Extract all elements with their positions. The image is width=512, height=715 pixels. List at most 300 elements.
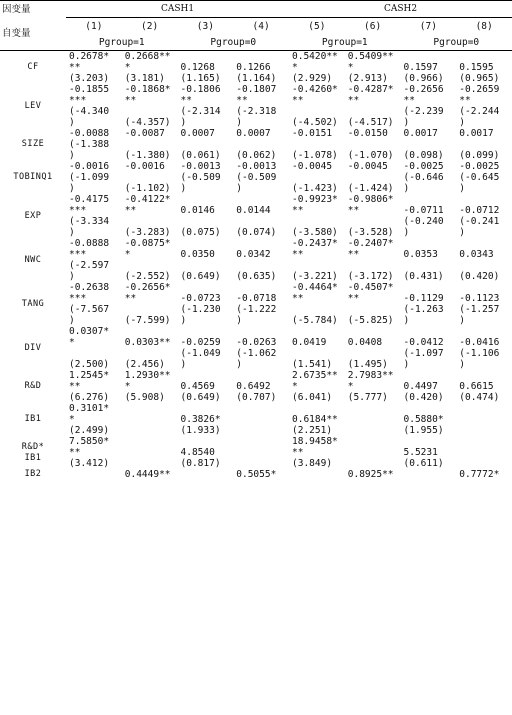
coefficient-cell	[122, 238, 178, 282]
cell-line: **	[403, 95, 415, 106]
cell-line	[459, 194, 512, 205]
cell-line: (0.474)	[459, 392, 500, 403]
cell-line: (1.541)	[292, 359, 333, 370]
cell-line: )	[180, 315, 187, 326]
cell-line: (1.495)	[347, 359, 388, 370]
coefficient-cell	[345, 282, 401, 326]
cell-line: 0.6492	[236, 381, 271, 392]
cell-line: (-4.502)	[292, 117, 338, 128]
cell-line: 1.2545*	[69, 370, 110, 381]
cell-line: **	[347, 95, 360, 106]
cell-line: 0.4449**	[124, 469, 171, 480]
coefficient-cell	[401, 436, 457, 469]
cell-line: 0.0017	[403, 128, 438, 139]
cell-line: **	[124, 95, 137, 106]
pgroup-label: Pgroup=1	[289, 34, 401, 51]
cell-line: -0.1123	[459, 293, 500, 304]
cell-line: **	[292, 249, 304, 260]
cell-line: -0.4464*	[292, 282, 338, 293]
cell-line	[181, 238, 234, 249]
coefficient-cell	[345, 84, 401, 128]
coefficient-cell	[345, 194, 401, 238]
cell-line: (-1.062	[236, 348, 277, 359]
cell-line: (-1.424)	[347, 183, 394, 194]
coefficient-cell	[122, 84, 178, 128]
cell-line	[69, 469, 122, 480]
cell-line: (0.966)	[403, 73, 444, 84]
cell-line: 0.2668**	[124, 51, 171, 62]
cell-line: -0.2437*	[292, 238, 338, 249]
coefficient-cell	[401, 469, 457, 480]
cell-line	[404, 403, 457, 414]
coefficient-cell	[233, 84, 289, 128]
table-body	[0, 51, 512, 481]
coefficient-cell	[456, 370, 512, 403]
coefficient-cell	[289, 238, 345, 282]
cell-line: 0.0353	[403, 249, 438, 260]
cell-line: -0.0045	[347, 161, 388, 172]
cell-line	[236, 260, 289, 271]
col-number: (4)	[252, 20, 270, 32]
coefficient-cell	[178, 238, 234, 282]
cell-line: -0.1807	[236, 84, 277, 95]
cell-line: 7.5850*	[69, 436, 110, 447]
col-number: (1)	[85, 20, 103, 32]
coefficient-cell	[345, 161, 401, 194]
coefficient-cell	[401, 403, 457, 436]
coefficient-cell	[66, 238, 122, 282]
coefficient-cell	[233, 282, 289, 326]
table-row	[0, 194, 512, 238]
cell-line: ***	[69, 293, 87, 304]
cell-line: (-0.509	[236, 172, 277, 183]
cell-line: -0.0412	[403, 337, 444, 348]
cell-line: (-1.423)	[292, 183, 338, 194]
coefficient-cell	[401, 238, 457, 282]
cell-line: **	[459, 95, 471, 106]
coefficient-cell	[66, 403, 122, 436]
coefficient-cell	[122, 469, 178, 480]
cell-line: -0.2656*	[124, 282, 171, 293]
cell-line: -0.1868*	[124, 84, 171, 95]
cell-line: )	[236, 117, 242, 128]
cell-line: 0.0007	[180, 128, 215, 139]
cell-line: (6.041)	[292, 392, 333, 403]
cell-line: *	[347, 381, 354, 392]
coefficient-cell	[178, 161, 234, 194]
cell-line: (0.420)	[459, 271, 500, 282]
cell-line	[404, 469, 457, 480]
coefficient-cell	[345, 51, 401, 85]
coefficient-cell	[178, 436, 234, 469]
cell-line: -0.1806	[180, 84, 221, 95]
coefficient-cell	[233, 403, 289, 436]
cell-line: (0.099)	[459, 150, 500, 161]
cell-line: (-4.357)	[124, 117, 171, 128]
cell-line: -0.4507*	[347, 282, 394, 293]
cell-line: )	[459, 315, 465, 326]
coefficient-cell	[456, 469, 512, 480]
cell-line	[404, 51, 457, 62]
cell-line: (-1.257	[459, 304, 500, 315]
variable-name: LEV	[24, 100, 42, 111]
cell-line: (3.849)	[292, 458, 333, 469]
coefficient-cell	[233, 370, 289, 403]
cell-line: -0.4287*	[347, 84, 394, 95]
coefficient-cell	[289, 128, 345, 161]
cell-line: 0.5055*	[236, 469, 277, 480]
cell-line: (-1.106	[459, 348, 500, 359]
cell-line	[236, 458, 289, 469]
cell-line	[404, 260, 457, 271]
cell-line	[236, 51, 289, 62]
cell-line	[236, 194, 289, 205]
cell-line: 0.1266	[236, 62, 271, 73]
cell-line: )	[69, 117, 75, 128]
cell-line	[236, 238, 289, 249]
cell-line: **	[347, 293, 360, 304]
coefficient-cell	[233, 128, 289, 161]
cell-line: (0.817)	[180, 458, 221, 469]
cell-line: (0.707)	[236, 392, 277, 403]
coefficient-cell	[66, 326, 122, 370]
cell-line: (-2.597	[69, 260, 110, 271]
table-row	[0, 161, 512, 194]
coefficient-cell	[233, 469, 289, 480]
cell-line	[404, 370, 457, 381]
table-row	[0, 436, 512, 469]
cell-line	[125, 260, 178, 271]
cell-line	[125, 436, 178, 447]
cell-line	[236, 326, 289, 337]
cell-line: (-1.263	[403, 304, 444, 315]
variable-name: EXP	[24, 210, 42, 221]
cell-line	[292, 172, 345, 183]
cell-line: -0.2638	[69, 282, 110, 293]
coefficient-cell	[401, 84, 457, 128]
coefficient-cell	[122, 370, 178, 403]
cell-line: (0.420)	[403, 392, 444, 403]
cell-line	[125, 348, 178, 359]
table-row	[0, 51, 512, 85]
cell-line: 0.2678*	[69, 51, 110, 62]
cell-line: )	[236, 183, 242, 194]
cell-line: (-1.380)	[124, 150, 171, 161]
cell-line: **	[180, 95, 192, 106]
cell-line	[459, 139, 512, 150]
cell-line: **	[69, 381, 81, 392]
cell-line: (0.074)	[236, 227, 277, 238]
cell-line	[125, 403, 178, 414]
cell-line: (1.933)	[180, 425, 221, 436]
cell-line	[348, 436, 401, 447]
coefficient-cell	[178, 194, 234, 238]
cell-line	[292, 326, 345, 337]
cell-line: (2.456)	[124, 359, 165, 370]
cell-line	[181, 51, 234, 62]
cell-line: (2.499)	[69, 425, 110, 436]
cell-line: 0.4569	[180, 381, 215, 392]
cell-line: (2.929)	[292, 73, 333, 84]
cell-line: (-2.244	[459, 106, 500, 117]
cell-line: -0.0025	[459, 161, 500, 172]
cell-line	[236, 216, 289, 227]
cell-line	[404, 282, 457, 293]
independent-variable-label: 自变量	[0, 18, 66, 51]
coefficient-cell	[345, 436, 401, 469]
cell-line: 0.0342	[236, 249, 271, 260]
cell-line	[292, 348, 345, 359]
cell-line: (-1.078)	[292, 150, 338, 161]
col-number: (3)	[196, 20, 214, 32]
coefficient-cell	[233, 194, 289, 238]
cell-line: 0.0144	[236, 205, 271, 216]
cell-line: (3.412)	[69, 458, 110, 469]
coefficient-cell	[178, 403, 234, 436]
coefficient-cell	[122, 436, 178, 469]
pgroup-label: Pgroup=0	[178, 34, 290, 51]
variable-name: IB1	[24, 414, 42, 424]
cell-line	[125, 326, 178, 337]
coefficient-cell	[122, 194, 178, 238]
cell-line: )	[403, 315, 410, 326]
cell-line: (-7.599)	[124, 315, 171, 326]
cell-line: 0.7772*	[459, 469, 500, 480]
cell-line: *	[124, 381, 131, 392]
cell-line: -0.0045	[292, 161, 333, 172]
cell-line	[181, 216, 234, 227]
cell-line: (-1.070)	[347, 150, 394, 161]
cell-line	[348, 403, 401, 414]
table-row	[0, 469, 512, 480]
cell-line	[181, 403, 234, 414]
coefficient-cell	[122, 326, 178, 370]
coefficient-cell	[289, 282, 345, 326]
coefficient-cell	[178, 51, 234, 85]
coefficient-cell	[178, 128, 234, 161]
coefficient-cell	[122, 403, 178, 436]
coefficient-cell	[178, 469, 234, 480]
cell-line: (-7.567	[69, 304, 110, 315]
cell-line	[125, 172, 178, 183]
cell-line: (-2.318	[236, 106, 277, 117]
cell-line: )	[459, 183, 465, 194]
cell-line	[348, 304, 401, 315]
col-number: (2)	[141, 20, 159, 32]
cell-line: *	[69, 414, 75, 425]
cell-line: 0.5409**	[347, 51, 394, 62]
coefficient-cell	[178, 326, 234, 370]
cell-line: -0.0718	[236, 293, 277, 304]
coefficient-cell	[66, 370, 122, 403]
cell-line: (0.431)	[403, 271, 444, 282]
dep-group-cash2: CASH2	[289, 1, 512, 18]
cell-line: )	[69, 183, 75, 194]
cell-line	[348, 172, 401, 183]
cell-line: (-1.222	[236, 304, 277, 315]
coefficient-cell	[289, 469, 345, 480]
cell-line	[459, 436, 512, 447]
cell-line: *	[124, 249, 131, 260]
cell-line: -0.0150	[347, 128, 388, 139]
cell-line: (-0.646	[403, 172, 444, 183]
coefficient-cell	[401, 326, 457, 370]
cell-line	[236, 282, 289, 293]
cell-line: (0.098)	[403, 150, 444, 161]
cell-line: )	[69, 271, 75, 282]
cell-line: 0.1597	[403, 62, 438, 73]
cell-line: **	[236, 95, 248, 106]
coefficient-cell	[122, 161, 178, 194]
cell-line: -0.0723	[180, 293, 221, 304]
cell-line: 0.6615	[459, 381, 494, 392]
cell-line: (0.649)	[180, 392, 221, 403]
cell-line: (-2.239	[403, 106, 444, 117]
cell-line: 2.7983**	[347, 370, 394, 381]
cell-line	[404, 326, 457, 337]
cell-line: ***	[69, 249, 87, 260]
cell-line	[348, 348, 401, 359]
cell-line: ***	[69, 205, 87, 216]
cell-line: -0.1129	[403, 293, 444, 304]
variable-name: CF	[27, 62, 39, 72]
coefficient-cell	[122, 128, 178, 161]
coefficient-cell	[456, 282, 512, 326]
cell-line	[459, 403, 512, 414]
cell-line	[181, 194, 234, 205]
cell-line: (-3.528)	[347, 227, 394, 238]
header-row-dependent	[0, 1, 512, 18]
cell-line: -0.0888	[69, 238, 110, 249]
cell-line: **	[124, 205, 137, 216]
col-number: (5)	[308, 20, 326, 32]
cell-line: -0.0087	[124, 128, 165, 139]
header-row-pgroup	[0, 34, 512, 51]
coefficient-cell	[401, 161, 457, 194]
cell-line	[236, 425, 289, 436]
variable-name-line: R&D*	[21, 441, 45, 452]
cell-line	[404, 194, 457, 205]
cell-line	[236, 403, 289, 414]
coefficient-cell	[289, 51, 345, 85]
cell-line	[236, 436, 289, 447]
cell-line: 0.5420**	[292, 51, 338, 62]
coefficient-cell	[66, 84, 122, 128]
cell-line	[236, 414, 289, 425]
cell-line: (-3.580)	[292, 227, 338, 238]
cell-line	[181, 469, 234, 480]
cell-line: 5.5231	[403, 447, 438, 458]
coefficient-cell	[401, 51, 457, 85]
cell-line	[292, 403, 345, 414]
coefficient-cell	[66, 282, 122, 326]
cell-line: -0.2407*	[347, 238, 394, 249]
cell-line	[348, 425, 401, 436]
table-row	[0, 84, 512, 128]
cell-line: (0.649)	[180, 271, 221, 282]
cell-line: (2.500)	[69, 359, 110, 370]
cell-line: )	[403, 359, 410, 370]
table-row	[0, 370, 512, 403]
coefficient-cell	[456, 84, 512, 128]
cell-line: **	[347, 249, 360, 260]
cell-line: **	[292, 293, 304, 304]
coefficient-cell	[178, 84, 234, 128]
cell-line	[404, 139, 457, 150]
variable-name: IB2	[24, 469, 42, 479]
cell-line: (5.777)	[347, 392, 388, 403]
coefficient-cell	[345, 370, 401, 403]
cell-line: 4.8540	[180, 447, 215, 458]
cell-line: (3.181)	[124, 73, 165, 84]
cell-line: 0.0343	[459, 249, 494, 260]
coefficient-cell	[456, 403, 512, 436]
cell-line: (6.276)	[69, 392, 110, 403]
coefficient-cell	[66, 128, 122, 161]
coefficient-cell	[66, 194, 122, 238]
cell-line: 0.0146	[180, 205, 215, 216]
cell-line: (-5.784)	[292, 315, 338, 326]
cell-line: -0.0711	[403, 205, 444, 216]
cell-line	[292, 260, 345, 271]
table-row	[0, 403, 512, 436]
cell-line: -0.9923*	[292, 194, 338, 205]
coefficient-cell	[289, 403, 345, 436]
pgroup-label: Pgroup=1	[66, 34, 178, 51]
cell-line: (-2.552)	[124, 271, 171, 282]
cell-line: (-1.049	[180, 348, 221, 359]
cell-line	[292, 139, 345, 150]
cell-line: -0.2656	[403, 84, 444, 95]
cell-line: )	[403, 183, 410, 194]
cell-line: -0.4260*	[292, 84, 338, 95]
cell-line: **	[292, 205, 304, 216]
coefficient-cell	[456, 194, 512, 238]
cell-line: -0.0016	[69, 161, 110, 172]
cell-line	[348, 216, 401, 227]
cell-line	[125, 425, 178, 436]
cell-line: -0.9806*	[347, 194, 394, 205]
cell-line	[404, 436, 457, 447]
cell-line	[125, 458, 178, 469]
cell-line	[181, 260, 234, 271]
cell-line: **	[69, 447, 81, 458]
cell-line	[236, 370, 289, 381]
coefficient-cell	[233, 161, 289, 194]
coefficient-cell	[345, 326, 401, 370]
cell-line	[292, 216, 345, 227]
cell-line: )	[236, 359, 242, 370]
coefficient-cell	[178, 370, 234, 403]
cell-line: (-0.509	[180, 172, 221, 183]
coefficient-cell	[401, 370, 457, 403]
cell-line: **	[292, 447, 304, 458]
coefficient-cell	[289, 436, 345, 469]
header-row-column-numbers	[0, 18, 512, 35]
variable-name: SIZE	[21, 139, 45, 149]
cell-line: (1.165)	[180, 73, 221, 84]
variable-name: TANG	[21, 298, 45, 309]
cell-line: 0.0419	[292, 337, 327, 348]
table-row	[0, 282, 512, 326]
cell-line: **	[124, 293, 137, 304]
coefficient-cell	[289, 84, 345, 128]
cell-line: 2.6735**	[292, 370, 338, 381]
cell-line	[348, 414, 401, 425]
coefficient-cell	[233, 326, 289, 370]
coefficient-cell	[122, 282, 178, 326]
cell-line: (-0.240	[403, 216, 444, 227]
